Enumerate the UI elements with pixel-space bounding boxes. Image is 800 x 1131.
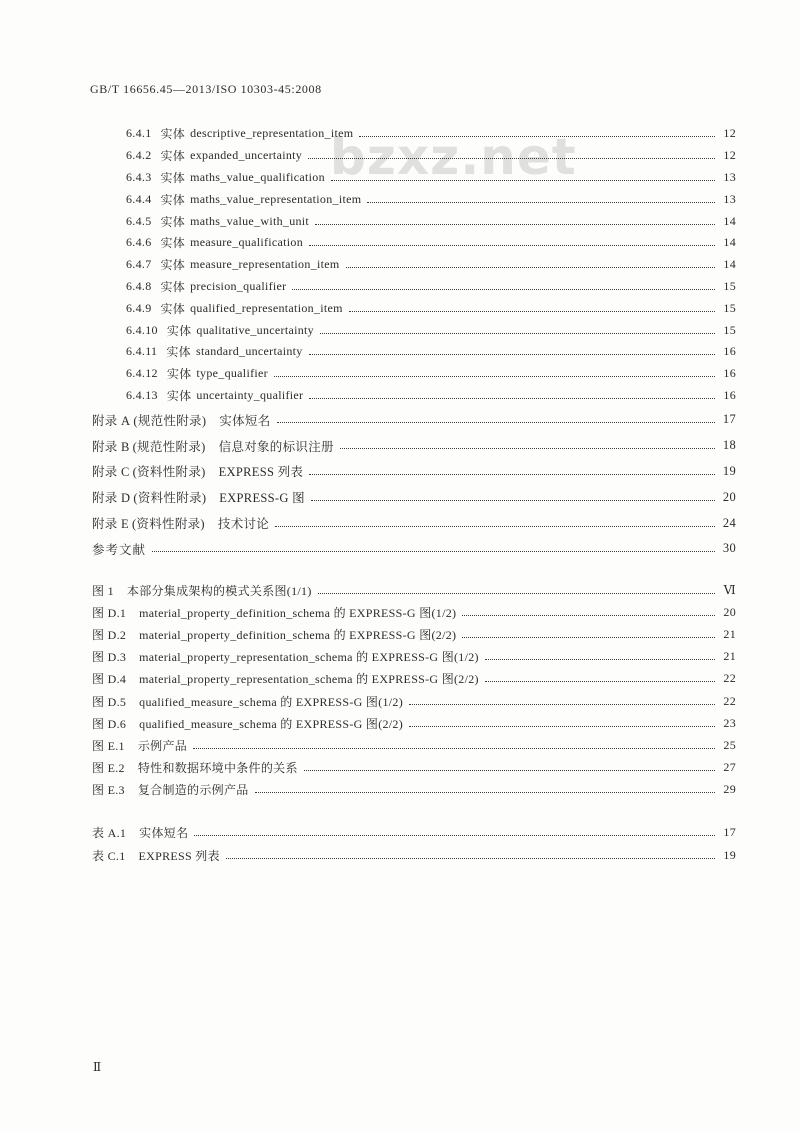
page-number: 14 (723, 257, 736, 272)
toc-entry-clause (126, 188, 736, 210)
figure-title: 特性和数据环境中条件的关系 (137, 761, 298, 776)
dot-leader (462, 615, 715, 616)
table-number: 表 A.1 (92, 826, 127, 840)
toc-entry-annex (92, 433, 736, 459)
watermark: bzxz.net (330, 128, 577, 186)
toc-entry-clause (126, 123, 736, 145)
toc-entry-clause (126, 319, 736, 341)
toc-entry-figure (92, 601, 736, 623)
toc-entry-annex (92, 510, 736, 536)
page-number: 14 (723, 213, 736, 228)
clause-title: measure_representation_item (190, 257, 340, 272)
table-toc-list (92, 821, 736, 867)
toc-entry-annex (92, 459, 736, 485)
clause-title: standard_uncertainty (195, 344, 303, 359)
annex-label: 附录 E (92, 517, 129, 532)
figure-number: 图 E.3 (92, 783, 125, 798)
page-number: 25 (723, 737, 736, 752)
figure-number: 图 D.2 (92, 627, 127, 642)
page-number: 13 (723, 191, 736, 206)
page-number: 15 (723, 278, 736, 293)
toc-entry-figure (92, 734, 736, 756)
dot-leader (275, 526, 715, 527)
figure-title: 复合制造的示例产品 (137, 783, 249, 798)
figure-title: 示例产品 (137, 738, 188, 753)
dot-leader (340, 448, 715, 449)
figure-number: 图 E.1 (92, 738, 125, 753)
page-number: 12 (723, 126, 736, 141)
clause-number: 6.4.7 (126, 257, 152, 272)
annex-label: 附录 C (92, 465, 130, 480)
standard-code-header: GB/T 16656.45—2013/ISO 10303-45:2008 (90, 82, 322, 96)
dot-leader (409, 726, 715, 727)
page-number: 18 (722, 438, 736, 453)
page-number: 27 (723, 760, 736, 775)
dot-leader (309, 398, 715, 399)
toc-entry-references (92, 536, 736, 562)
dot-leader (367, 202, 715, 203)
clause-prefix: 实体 (160, 192, 186, 207)
clause-number: 6.4.6 (126, 235, 152, 250)
toc-entry-figure (92, 757, 736, 779)
toc-entry-table (92, 821, 736, 844)
toc-entry-clause (126, 167, 736, 189)
clause-number: 6.4.10 (126, 322, 158, 337)
dot-leader (349, 311, 715, 312)
toc-entry-clause (126, 276, 736, 298)
annex-label: 附录 B (92, 439, 130, 454)
figure-title: material_property_definition_schema 的 EXPRESS-G 图(2/2) (139, 627, 457, 642)
clause-number: 6.4.4 (126, 191, 152, 206)
page-number: 22 (723, 693, 736, 708)
toc-entry-figure (92, 690, 736, 712)
toc-entry-figure (92, 646, 736, 668)
clause-title: type_qualifier (196, 366, 268, 381)
footer-page-number: Ⅱ (93, 1060, 102, 1074)
figure-title: material_property_representation_schema 的 EXPRESS-G 图(1/2) (139, 650, 479, 665)
toc-entry-clause (126, 385, 736, 407)
clause-title: qualified_representation_item (190, 300, 343, 315)
dot-leader (304, 770, 715, 771)
clause-number: 6.4.12 (126, 366, 158, 381)
clause-prefix: 实体 (160, 301, 186, 316)
annex-title: 实体短名 (219, 413, 271, 428)
annex-label: 附录 A (92, 413, 131, 428)
dot-leader (320, 333, 715, 334)
dot-leader (309, 245, 715, 246)
figure-number: 图 D.6 (92, 716, 127, 731)
clause-prefix: 实体 (160, 236, 186, 251)
figure-number: 图 1 (92, 583, 114, 598)
clause-prefix: 实体 (160, 279, 186, 294)
dot-leader (359, 136, 715, 137)
figure-title: qualified_measure_schema 的 EXPRESS-G 图(2/2) (139, 716, 404, 731)
page-number: 24 (722, 515, 736, 530)
page-number: 21 (723, 626, 736, 641)
table-title: EXPRESS 列表 (138, 849, 220, 863)
dot-leader (409, 704, 715, 705)
references-label: 参考文献 (92, 542, 147, 557)
dot-leader (152, 551, 715, 552)
page-number: Ⅵ (723, 582, 736, 597)
page-number: 12 (723, 148, 736, 163)
dot-leader (315, 224, 715, 225)
figure-number: 图 E.2 (92, 761, 125, 776)
page-number: 16 (723, 344, 736, 359)
dot-leader (194, 835, 715, 836)
page-number: 30 (722, 541, 736, 556)
page-number: 19 (723, 848, 736, 862)
dot-leader (308, 158, 715, 159)
page-number: 23 (723, 715, 736, 730)
clause-title: maths_value_representation_item (190, 191, 362, 206)
dot-leader (346, 267, 716, 268)
figure-title: material_property_representation_schema 的 EXPRESS-G 图(2/2) (139, 672, 479, 687)
page-number: 14 (723, 235, 736, 250)
clause-title: measure_qualification (190, 235, 304, 250)
figure-number: 图 D.5 (92, 694, 127, 709)
page-number: 15 (723, 322, 736, 337)
clause-number: 6.4.3 (126, 169, 152, 184)
page-number: 20 (723, 604, 736, 619)
annex-toc-list (92, 407, 736, 562)
clause-title: precision_qualifier (190, 278, 287, 293)
annex-type: (规范性附录) (133, 413, 207, 428)
clause-number: 6.4.13 (126, 387, 158, 402)
dot-leader (485, 681, 715, 682)
clause-prefix: 实体 (160, 214, 186, 229)
annex-label: 附录 D (92, 491, 131, 506)
clause-number: 6.4.8 (126, 278, 152, 293)
clause-number: 6.4.11 (126, 344, 158, 359)
dot-leader (255, 792, 715, 793)
toc-entry-clause (126, 297, 736, 319)
toc-entry-clause (126, 363, 736, 385)
page-number: 16 (723, 387, 736, 402)
dot-leader (274, 376, 715, 377)
figure-title: qualified_measure_schema 的 EXPRESS-G 图(1/2) (139, 694, 404, 709)
dot-leader (318, 593, 715, 594)
clause-number: 6.4.2 (126, 148, 152, 163)
figure-title: material_property_definition_schema 的 EXPRESS-G 图(1/2) (139, 605, 457, 620)
page-number: 15 (723, 300, 736, 315)
clause-title: qualitative_uncertainty (196, 322, 314, 337)
clause-title: descriptive_representation_item (190, 126, 354, 141)
dot-leader (226, 858, 715, 859)
dot-leader (311, 500, 715, 501)
toc-entry-figure (92, 712, 736, 734)
clause-prefix: 实体 (166, 367, 192, 382)
page-number: 29 (723, 782, 736, 797)
clause-number: 6.4.1 (126, 126, 152, 141)
annex-type: (规范性附录) (132, 439, 206, 454)
dot-leader (462, 637, 715, 638)
toc-entry-annex (92, 407, 736, 433)
annex-type: (资料性附录) (133, 491, 207, 506)
dot-leader (277, 422, 716, 423)
clause-prefix: 实体 (160, 127, 186, 142)
annex-title: EXPRESS-G 图 (219, 491, 305, 506)
annex-title: 技术讨论 (217, 517, 270, 532)
toc-entry-clause (126, 210, 736, 232)
page-number: 16 (723, 366, 736, 381)
clause-number: 6.4.9 (126, 300, 152, 315)
clause-prefix: 实体 (160, 149, 186, 164)
clause-prefix: 实体 (166, 323, 192, 338)
toc-entry-figure (92, 779, 736, 801)
figure-toc-list (92, 579, 736, 801)
annex-title: EXPRESS 列表 (218, 465, 304, 480)
dot-leader (331, 180, 715, 181)
clause-number: 6.4.5 (126, 213, 152, 228)
figure-number: 图 D.4 (92, 672, 127, 687)
annex-type: (资料性附录) (131, 517, 205, 532)
clause-title: maths_value_qualification (190, 169, 325, 184)
toc-entry-annex (92, 484, 736, 510)
dot-leader (292, 289, 715, 290)
toc-entry-table (92, 844, 736, 867)
toc-entry-clause (126, 341, 736, 363)
dot-leader (485, 659, 715, 660)
annex-type: (资料性附录) (132, 465, 206, 480)
clause-prefix: 实体 (160, 170, 186, 185)
figure-title: 本部分集成架构的模式关系图(1/1) (126, 583, 312, 598)
table-title: 实体短名 (139, 826, 189, 840)
clause-title: maths_value_with_unit (190, 213, 310, 228)
table-number: 表 C.1 (92, 849, 126, 863)
page-number: 22 (723, 671, 736, 686)
clause-title: expanded_uncertainty (190, 148, 303, 163)
page-number: 21 (723, 649, 736, 664)
clause-toc-list (126, 123, 736, 406)
dot-leader (309, 354, 715, 355)
page-number: 19 (722, 463, 736, 478)
clause-prefix: 实体 (166, 345, 191, 360)
toc-entry-figure (92, 623, 736, 645)
page-number: 17 (723, 825, 736, 839)
page-number: 20 (722, 489, 736, 504)
dot-leader (309, 474, 715, 475)
toc-entry-figure (92, 668, 736, 690)
clause-prefix: 实体 (166, 388, 192, 403)
figure-number: 图 D.3 (92, 650, 127, 665)
toc-entry-figure (92, 579, 736, 601)
figure-number: 图 D.1 (92, 605, 127, 620)
toc-entry-clause (126, 254, 736, 276)
toc-entry-clause (126, 232, 736, 254)
toc-entry-clause (126, 145, 736, 167)
clause-title: uncertainty_qualifier (196, 387, 304, 402)
page-number: 17 (722, 412, 736, 427)
dot-leader (193, 748, 715, 749)
clause-prefix: 实体 (160, 258, 186, 273)
annex-title: 信息对象的标识注册 (218, 439, 334, 454)
page-number: 13 (723, 169, 736, 184)
